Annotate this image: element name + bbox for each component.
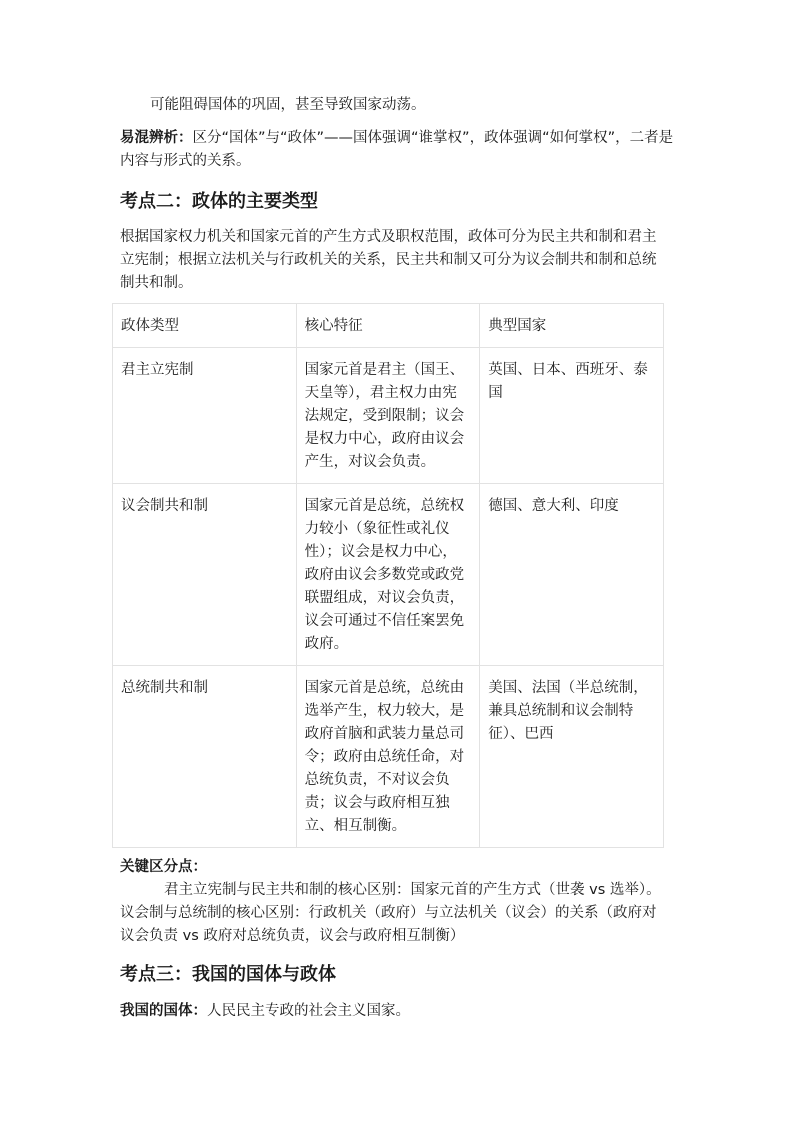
table-row	[113, 484, 664, 666]
confusion-text: 区分“国体”与“政体”——国体强调“谁掌权”，政体强调“如何掌权”，二者是内容与形式的关系。	[120, 130, 674, 169]
header-cell-type: 政体类型	[113, 304, 297, 348]
section3-title: 考点三：我国的国体与政体	[120, 964, 336, 985]
table-cell: 国家元首是总统，总统权力较小（象征性或礼仪性）；议会是权力中心，政府由议会多数党或政党联盟组成，对议会负责，议会可通过不信任案罢免政府。	[296, 484, 480, 666]
nature-text: 人民民主专政的社会主义国家。	[207, 1003, 410, 1019]
table-cell: 英国、日本、西班牙、泰国	[480, 348, 664, 484]
confusion-label: 易混辨析：	[120, 130, 193, 146]
header-cell-countries: 典型国家	[480, 304, 664, 348]
intro-line: 可能阻碍国体的巩固，甚至导致国家动荡。	[150, 97, 426, 113]
section2-title: 考点二：政体的主要类型	[120, 191, 318, 212]
table-cell: 君主立宪制	[113, 348, 297, 484]
polity-table	[112, 303, 664, 848]
nature-paragraph	[120, 1000, 680, 1023]
table-cell: 总统制共和制	[113, 666, 297, 848]
table-row	[113, 666, 664, 848]
nature-label: 我国的国体：	[120, 1003, 207, 1019]
table-row	[113, 348, 664, 484]
table-cell: 国家元首是君主（国王、天皇等），君主权力由宪法规定，受到限制；议会是权力中心，政府由议会产生，对议会负责。	[296, 348, 480, 484]
section2-intro: 根据国家权力机关和国家元首的产生方式及职权范围，政体可分为民主共和制和君主立宪制；根据立法机关与行政机关的关系，民主共和制又可分为议会制共和制和总统制共和制。	[120, 229, 657, 291]
key-line1: 君主立宪制与民主共和制的核心区别：国家元首的产生方式（世袭 vs 选举）。	[164, 882, 661, 898]
table-cell: 德国、意大利、印度	[480, 484, 664, 666]
table-cell: 国家元首是总统，总统由选举产生，权力较大，是政府首脑和武装力量总司令；政府由总统任命，对总统负责，不对议会负责；议会与政府相互独立、相互制衡。	[296, 666, 480, 848]
key-label: 关键区分点：	[120, 859, 207, 875]
table-cell: 议会制共和制	[113, 484, 297, 666]
key-line2: 议会制与总统制的核心区别：行政机关（政府）与立法机关（议会）的关系（政府对议会负责 vs 政府对总统负责，议会与政府相互制衡）	[120, 905, 657, 944]
table-cell: 美国、法国（半总统制，兼具总统制和议会制特征）、巴西	[480, 666, 664, 848]
header-cell-feature: 核心特征	[296, 304, 480, 348]
confusion-paragraph	[120, 127, 680, 173]
table-header-row	[113, 304, 664, 348]
